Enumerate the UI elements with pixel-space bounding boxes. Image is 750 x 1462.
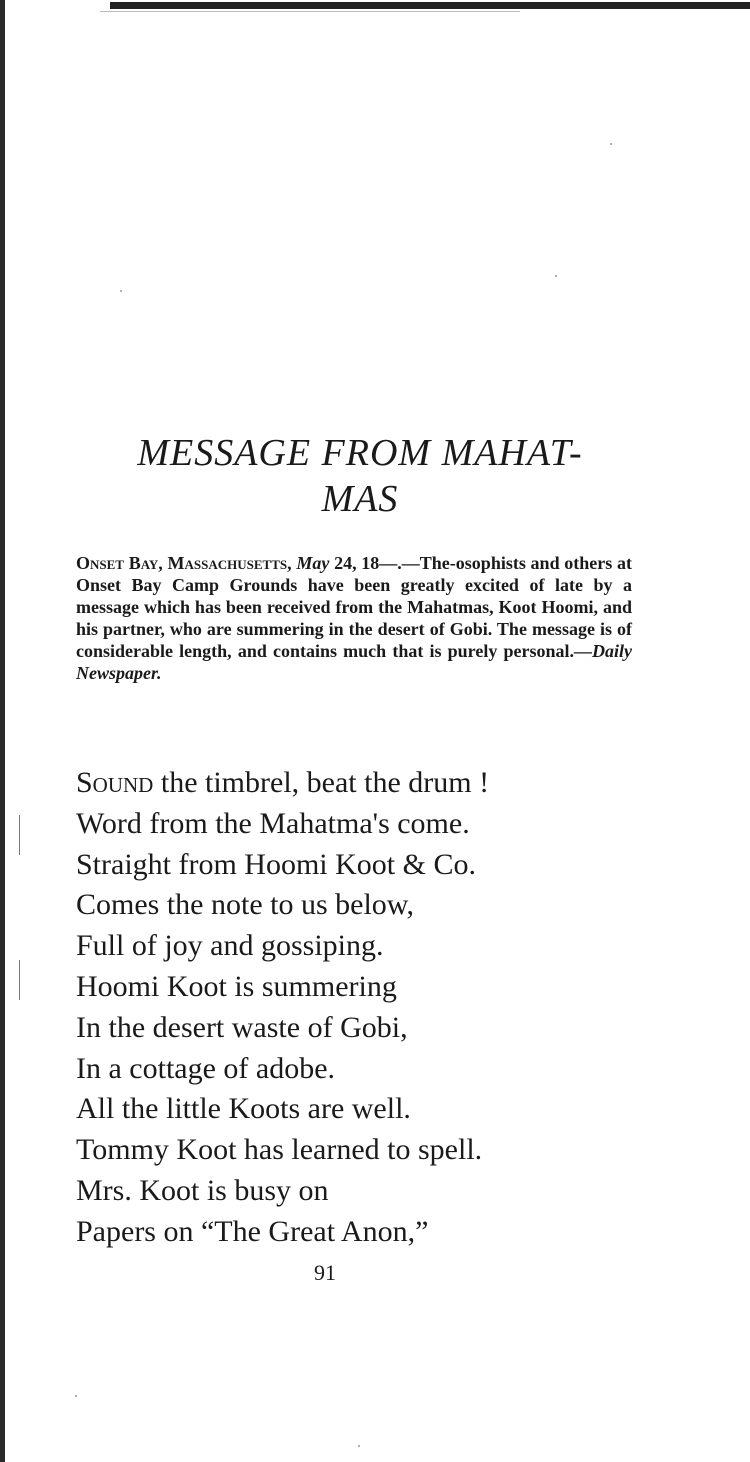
poem-line: Comes the note to us below, bbox=[76, 888, 415, 922]
poem-line: Mrs. Koot is busy on bbox=[76, 1173, 329, 1207]
epigraph-place: Onset Bay, Massachusetts, bbox=[76, 553, 292, 573]
page-title bbox=[60, 430, 660, 522]
poem bbox=[76, 763, 676, 1253]
epigraph-source: —Daily Newspaper. bbox=[76, 641, 632, 683]
title-line: MESSAGE FROM MAHAT- bbox=[137, 432, 583, 474]
epigraph-date: May bbox=[296, 553, 330, 573]
poem-line: Word from the Mahatma's come. bbox=[76, 806, 470, 840]
epigraph-body: osophists and others at Onset Bay Camp Grounds have been greatly excited of late by a message which has been received from the Mahatmas, Koot Hoomi, and his partner, who are summering in the desert of Gobi. The message is of considerable length, and contains much that is purely personal. bbox=[76, 553, 633, 661]
page-binding-edge bbox=[0, 0, 5, 1462]
poem-line: All the little Koots are well. bbox=[76, 1092, 411, 1126]
poem-line: Tommy Koot has learned to spell. bbox=[76, 1133, 483, 1167]
title-line: MAS bbox=[321, 478, 399, 520]
epigraph bbox=[76, 552, 632, 684]
poem-line: Full of joy and gossiping. bbox=[76, 929, 384, 963]
poem-line: In a cottage of adobe. bbox=[76, 1051, 336, 1085]
paper-speck bbox=[610, 143, 612, 145]
poem-line: In the desert waste of Gobi, bbox=[76, 1010, 408, 1044]
poem-line: Papers on “The Great Anon,” bbox=[76, 1214, 429, 1248]
margin-mark bbox=[19, 815, 20, 855]
paper-speck bbox=[358, 1445, 360, 1447]
paper-speck bbox=[120, 290, 122, 292]
poem-first-line-rest: the timbrel, beat the drum ! bbox=[153, 766, 490, 799]
epigraph-date-rest: 24, 18—.—The- bbox=[334, 553, 456, 573]
page-top-rule bbox=[100, 11, 520, 12]
poem-line: Hoomi Koot is summering bbox=[76, 969, 397, 1003]
margin-mark bbox=[19, 960, 20, 1000]
page-top-edge bbox=[110, 2, 750, 9]
poem-line bbox=[76, 763, 676, 804]
paper-speck bbox=[555, 275, 557, 277]
poem-first-word: Sound bbox=[76, 766, 154, 799]
poem-line: Straight from Hoomi Koot & Co. bbox=[76, 847, 476, 881]
paper-speck bbox=[75, 1395, 77, 1397]
page-number: 91 bbox=[314, 1260, 336, 1285]
